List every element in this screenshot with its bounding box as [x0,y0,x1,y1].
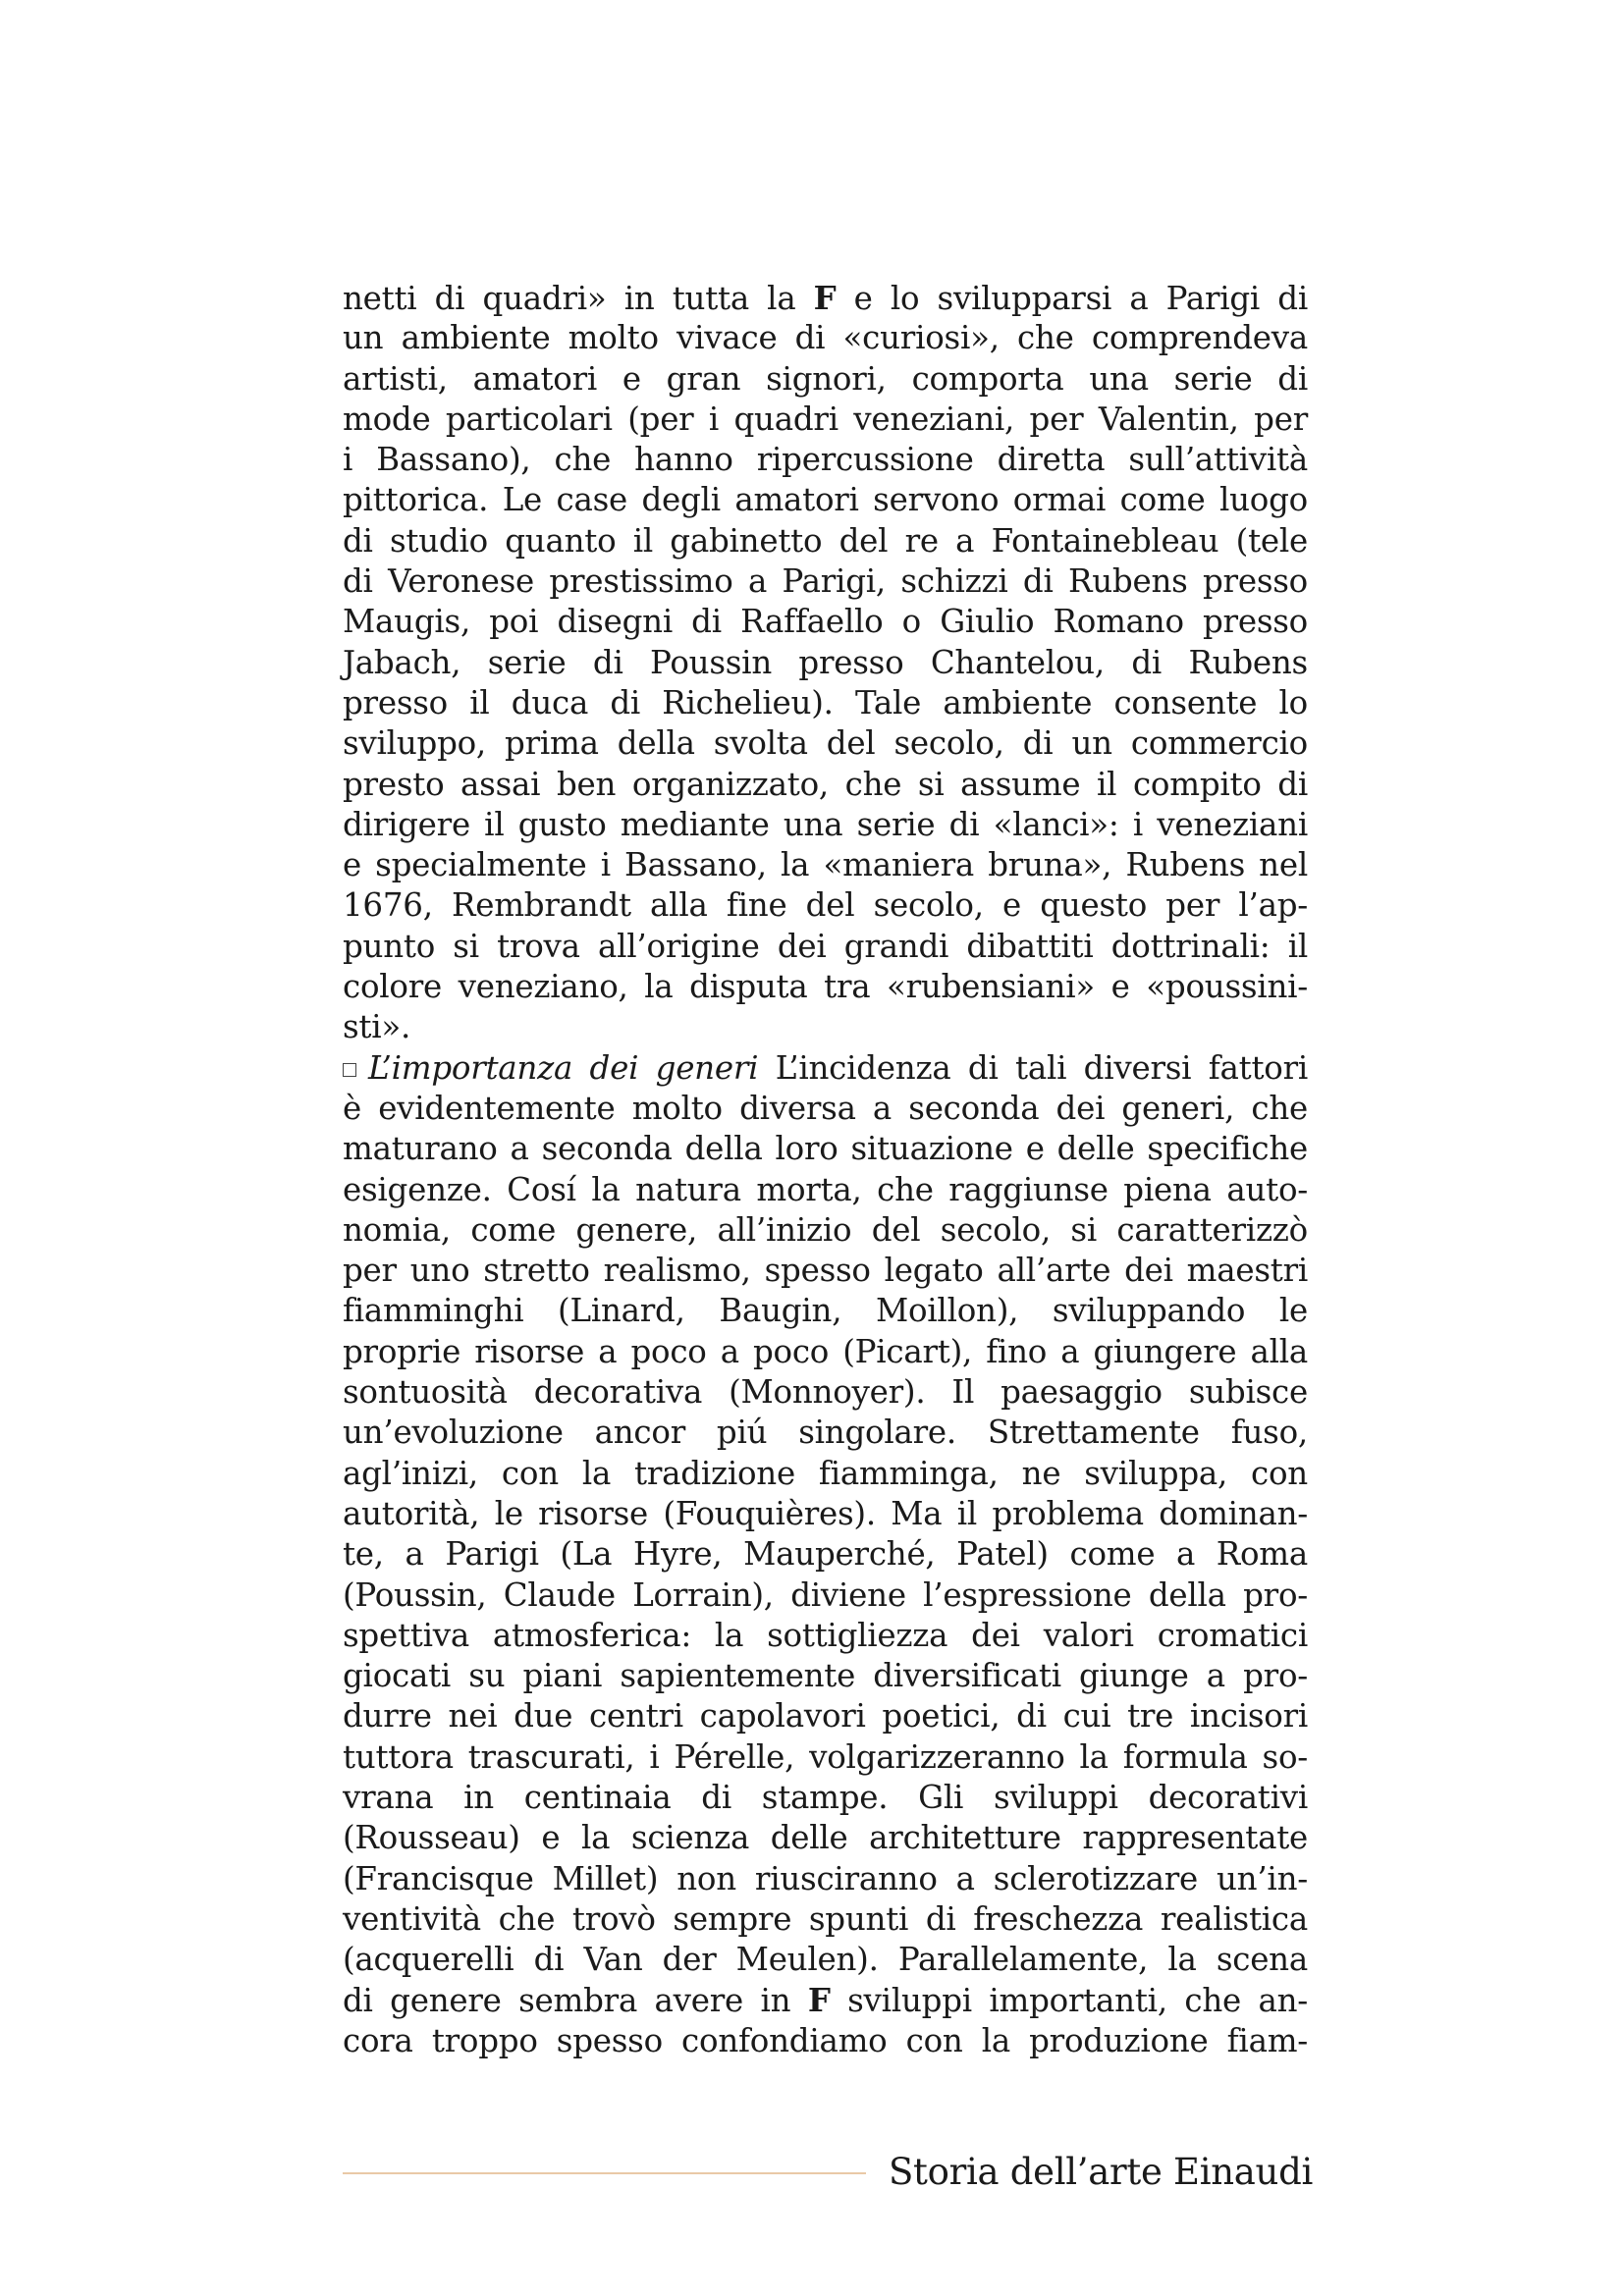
text-line: maturano a seconda della loro situazione e delle specifiche [343,1130,1308,1168]
text-line: spettiva atmosferica: la sottigliezza dei valori cromatici [343,1616,1308,1654]
text-line: proprie risorse a poco a poco (Picart), fino a giungere alla [343,1332,1308,1370]
text-line: durre nei due centri capolavori poetici, di cui tre incisori [343,1697,1308,1735]
text-line: presto assai ben organizzato, che si assume il compito di [343,765,1308,803]
text-line: e specialmente i Bassano, la «maniera bruna», Rubens nel [343,846,1308,884]
section-heading: L’importanza dei generi [368,1048,759,1087]
text-line: te, a Parigi (La Hyre, Mauperché, Patel) come a Roma [343,1535,1308,1574]
text-line: Maugis, poi disegni di Raffaello o Giulio Romano presso [343,603,1308,641]
text-line: artisti, amatori e gran signori, comporta una serie di [343,359,1308,398]
text-line: i Bassano), che hanno ripercussione diretta sull’attività [343,441,1308,479]
text-line: è evidentemente molto diversa a seconda dei generi, che [343,1089,1308,1127]
text-line: agl’inizi, con la tradizione fiamminga, ne sviluppa, con [343,1454,1308,1492]
text-line: presso il duca di Richelieu). Tale ambiente consente lo [343,683,1308,721]
text-line: un’evoluzione ancor piú singolare. Strettamente fuso, [343,1414,1308,1452]
text-line: vrana in centinaia di stampe. Gli sviluppi decorativi [343,1778,1308,1816]
text-line: un ambiente molto vivace di «curiosi», che comprendeva [343,319,1308,357]
text-line: tuttora trascurati, i Pérelle, volgarizzeranno la formula so- [343,1737,1308,1776]
text-line: 1676, Rembrandt alla fine del secolo, e questo per l’ap- [343,886,1308,925]
text-line: nomia, come genere, all’inizio del secolo, si caratterizzò [343,1210,1308,1249]
text-line: per uno stretto realismo, spesso legato all’arte dei maestri [343,1252,1308,1290]
text-line: (Rousseau) e la scienza delle architetture rappresentate [343,1819,1308,1857]
text-line: dirigere il gusto mediante una serie di «lanci»: i veneziani [343,805,1308,843]
text-line: punto si trova all’origine dei grandi dibattiti dottrinali: il [343,927,1308,965]
text-line: sti». [343,1008,411,1046]
text-line: mode particolari (per i quadri veneziani, per Valentin, per [343,400,1308,438]
text-line: di Veronese prestissimo a Parigi, schizzi di Rubens presso [343,562,1308,601]
section-box-icon [343,1063,356,1077]
body-text [343,278,1308,2061]
text-line: autorità, le risorse (Fouquières). Ma il problema dominan- [343,1494,1308,1532]
text-line: pittorica. Le case degli amatori servono ormai come luogo [343,481,1308,519]
text-line: cora troppo spesso confondiamo con la produzione fiam- [343,2021,1308,2059]
text-line: (Poussin, Claude Lorrain), diviene l’espressione della pro- [343,1575,1308,1614]
text-line: di genere sembra avere in F sviluppi importanti, che an- [343,1981,1309,2020]
text-line: sviluppo, prima della svolta del secolo, di un commercio [343,724,1308,763]
section-heading-line: L’importanza dei generi L’incidenza di tali diversi fattori [343,1048,1308,1089]
text-line: colore veneziano, la disputa tra «rubensiani» e «poussini- [343,968,1308,1006]
text-line: (acquerelli di Van der Meulen). Parallelamente, la scena [343,1941,1308,1979]
text-line: fiamminghi (Linard, Baugin, Moillon), sviluppando le [343,1292,1308,1330]
text-line: (Francisque Millet) non riusciranno a sclerotizzare un’in- [343,1859,1308,1897]
text-line: di studio quanto il gabinetto del re a Fontainebleau (tele [343,521,1308,560]
text-line: sontuosità decorativa (Monnoyer). Il paesaggio subisce [343,1373,1308,1412]
footer-label: Storia dell’arte Einaudi [889,2151,1313,2193]
text-line: giocati su piani sapientemente diversificati giunge a pro- [343,1657,1308,1695]
text-line: Jabach, serie di Poussin presso Chantelou, di Rubens [343,643,1308,681]
text-line: esigenze. Cosí la natura morta, che raggiunse piena auto- [343,1170,1308,1208]
text-line: ventività che trovò sempre spunti di freschezza realistica [343,1899,1308,1938]
text-line: netti di quadri» in tutta la F e lo svilupparsi a Parigi di [343,279,1308,317]
country-abbrev: F [807,1981,831,2020]
footer-rule [343,2172,866,2174]
country-abbrev: F [813,279,837,317]
